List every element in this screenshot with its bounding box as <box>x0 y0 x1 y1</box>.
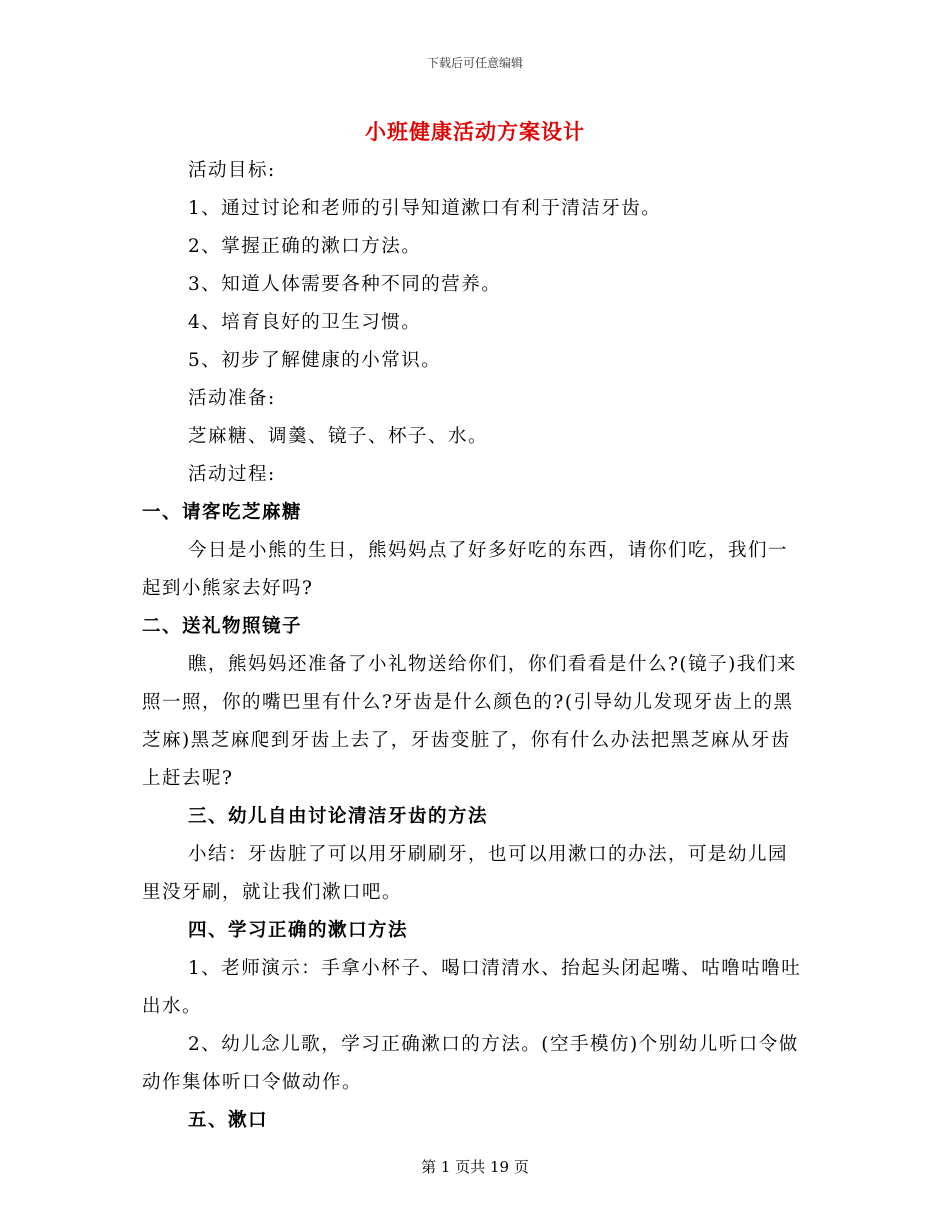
document-body <box>142 152 806 1140</box>
list-item: 1、通过讨论和老师的引导知道漱口有利于清洁牙齿。 <box>188 198 662 219</box>
paragraph: 小结：牙齿脏了可以用牙刷刷牙，也可以用漱口的办法，可是幼儿园里没牙刷，就让我们漱口吧。 <box>142 844 789 903</box>
paragraph: 活动过程: <box>188 464 276 485</box>
paragraph: 瞧，熊妈妈还准备了小礼物送给你们，你们看看是什么?(镜子)我们来照一照，你的嘴巴里有什么?牙齿是什么颜色的?(引导幼儿发现牙齿上的黑芝麻)黑芝麻爬到牙齿上去了，牙齿变脏了，你有什么办法把黑芝麻从牙齿上赶去呢? <box>142 654 797 789</box>
section-heading: 三、幼儿自由讨论清洁牙齿的方法 <box>188 806 489 827</box>
paragraph: 活动目标: <box>188 160 276 181</box>
list-item: 2、掌握正确的漱口方法。 <box>188 236 422 257</box>
list-item: 4、培育良好的卫生习惯。 <box>188 312 422 333</box>
paragraph: 2、幼儿念儿歌，学习正确漱口的方法。(空手模仿)个别幼儿听口令做动作集体听口令做动作。 <box>142 1034 799 1093</box>
section-heading: 二、送礼物照镜子 <box>142 616 303 637</box>
paragraph: 1、老师演示：手拿小杯子、喝口清清水、抬起头闭起嘴、咕噜咕噜吐出水。 <box>142 958 802 1017</box>
list-item: 5、初步了解健康的小常识。 <box>188 350 442 371</box>
page-footer: 第 1 页共 19 页 <box>421 1158 529 1176</box>
section-heading: 五、漱口 <box>188 1110 269 1131</box>
list-item: 3、知道人体需要各种不同的营养。 <box>188 274 502 295</box>
document-title: 小班健康活动方案设计 <box>365 119 585 144</box>
section-heading: 四、学习正确的漱口方法 <box>188 920 409 941</box>
header-note: 下载后可任意编辑 <box>426 56 523 70</box>
paragraph: 今日是小熊的生日，熊妈妈点了好多好吃的东西，请你们吃，我们一起到小熊家去好吗? <box>142 540 789 599</box>
paragraph: 芝麻糖、调羹、镜子、杯子、水。 <box>188 426 489 447</box>
section-heading: 一、请客吃芝麻糖 <box>142 502 303 523</box>
paragraph: 活动准备: <box>188 388 276 409</box>
